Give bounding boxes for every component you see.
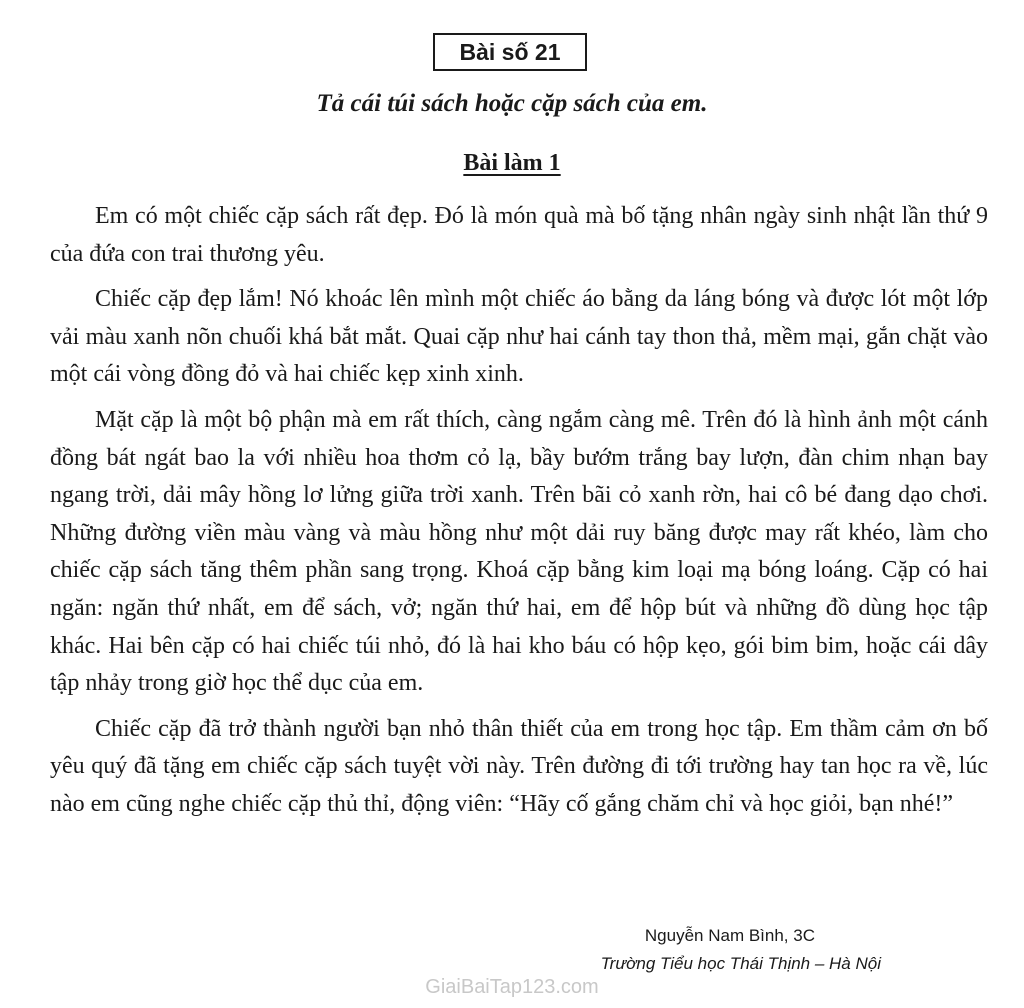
paragraph-4: Chiếc cặp đã trở thành người bạn nhỏ thân thiết của em trong học tập. Em thầm cảm ơn bố yêu quý đã tặng em chiếc cặp sách tuyệt vời này. Trên đường đi tới trường hay tan học ra về, lúc nào em cũng nghe chiếc cặp thủ thỉ, động viên: “Hãy cố gắng chăm chỉ và học giỏi, bạn nhé!”	[50, 715, 988, 817]
exercise-number: Bài số 21	[459, 38, 561, 65]
watermark: GiaiBaiTap123.com	[425, 976, 599, 998]
author-school: Trường Tiểu học Thái Thịnh – Hà Nội	[600, 954, 881, 973]
essay-heading	[0, 145, 1024, 181]
paragraph-2: Chiếc cặp đẹp lắm! Nó khoác lên mình một chiếc áo bằng da láng bóng và được lót một lớp vải màu xanh nõn chuối khá bắt mắt. Quai cặp như hai cánh tay thon thả, mềm mại, gắn chặt vào một cái vòng đồng đỏ và hai chiếc kẹp xinh xinh.	[50, 286, 988, 388]
essay-heading-text: Bài làm 1	[463, 150, 561, 176]
exercise-number-box	[433, 33, 587, 71]
paragraph-1: Em có một chiếc cặp sách rất đẹp. Đó là món quà mà bố tặng nhân ngày sinh nhật lần thứ 9 của đứa con trai thương yêu.	[50, 203, 988, 267]
paragraph-3: Mặt cặp là một bộ phận mà em rất thích, càng ngắm càng mê. Trên đó là hình ảnh một cánh đồng bát ngát bao la với nhiều hoa thơm cỏ lạ, bầy bướm trắng bay lượn, đàn chim nhạn bay ngang trời, dải mây hồng lơ lửng giữa trời xanh. Trên bãi cỏ xanh rờn, hai cô bé đang dạo chơi. Những đường viền màu vàng và màu hồng như một dải ruy băng được may rất khéo, làm cho chiếc cặp sách tăng thêm phần sang trọng. Khoá cặp bằng kim loại mạ bóng loáng. Cặp có hai ngăn: ngăn thứ nhất, em để sách, vở; ngăn thứ hai, em để hộp bút và những đồ dùng học tập khác. Hai bên cặp có hai chiếc túi nhỏ, đó là hai kho báu có hộp kẹo, gói bim bim, hoặc cái dây tập nhảy trong giờ học thể dục của em.	[50, 406, 988, 697]
essay-body	[50, 198, 988, 832]
author-name: Nguyễn Nam Bình, 3C	[644, 926, 815, 945]
essay-prompt: Tả cái túi sách hoặc cặp sách của em.	[316, 90, 708, 117]
